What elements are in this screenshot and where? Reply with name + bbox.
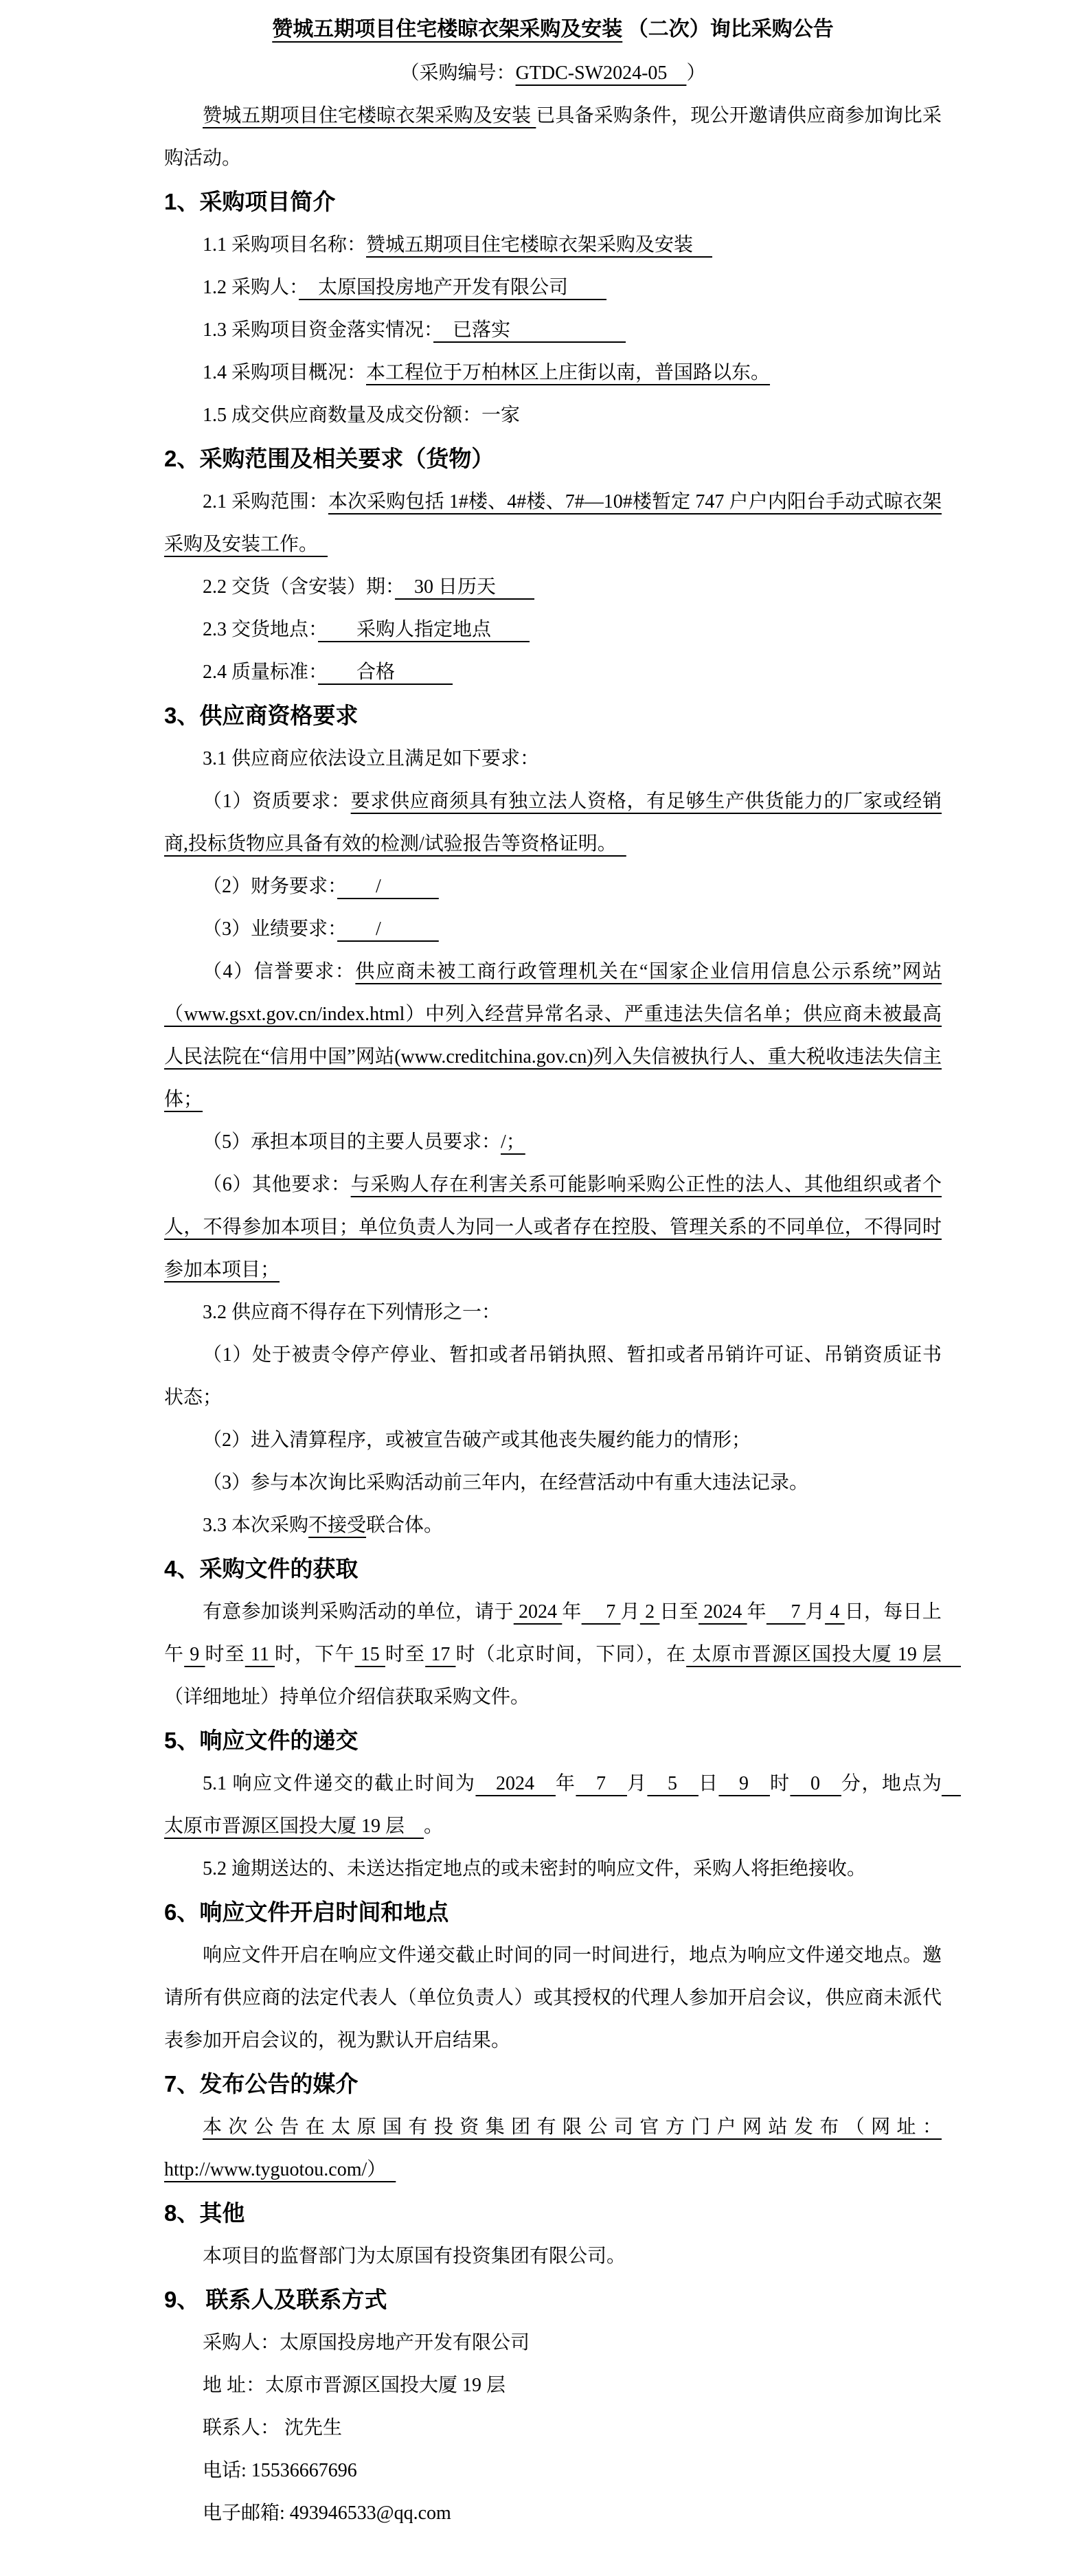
contact-email [164,2492,942,2535]
text: 年 [562,1601,582,1623]
underlined-text: 7 [766,1601,806,1623]
text: 联系人： 沈先生 [203,2417,343,2439]
document-body [164,7,962,2535]
section-7-paragraph [164,2106,942,2191]
underlined-text: 17 [425,1644,456,1665]
underlined-text: /； [501,1131,525,1153]
text: 时至 [205,1644,245,1665]
text: 日 [698,1773,719,1794]
text: 分，地点为 [841,1773,942,1794]
underlined-text: 本次公告在太原国有投资集团有限公司官方门户网站发布（网址：http://www.tyguotou.com/） [164,2116,942,2180]
text: 2、采购范围及相关要求（货物） [164,446,495,471]
text: （3）业绩要求： [203,918,338,940]
text: 7、发布公告的媒介 [164,2071,359,2097]
text: 日，每日上午 [164,1601,942,1665]
text: 电子邮箱: 493946533@qq.com [203,2502,451,2524]
text: 1.2 采购人： [203,277,299,298]
text: 年 [555,1773,576,1794]
doc-title [164,7,942,52]
underlined-text: 与采购人存在利害关系可能影响采购公正性的法人、其他组织或者个人，不得参加本项目；单位负责人为同一人或者存在控股、管理关系的不同单位，不得同时参加本项目； [164,1174,942,1280]
item-2-4 [164,651,942,694]
text: 1.4 采购项目概况： [203,362,367,383]
text: 3.3 本次采购 [203,1515,309,1536]
item-2-1 [164,481,942,566]
section-3-heading [164,694,942,738]
text: 响应文件开启在响应文件递交截止时间的同一时间进行，地点为响应文件递交地点。邀请所有供应商的法定代表人（单位负责人）或其授权的代理人参加开启会议，供应商未派代表参加开启会议的，视为默认开启结果。 [164,1945,942,2051]
item-5-1 [164,1763,961,1848]
text: 地 址：太原市晋源区国投大厦 19 层 [203,2375,506,2396]
text: （2）财务要求： [203,876,338,897]
underlined-text: 11 [245,1644,275,1665]
item-3-2-1 [164,1334,942,1419]
underlined-text: 要求供应商须具有独立法人资格，有足够生产供货能力的厂家或经销商,投标货物应具备有效的检测/试验报告等资格证明。 [164,791,942,855]
section-7-heading [164,2062,942,2106]
section-2-heading [164,437,942,481]
item-3-2-3 [164,1462,942,1504]
text: 有意参加谈判采购活动的单位，请于 [203,1601,514,1623]
underlined-text: 合格 [318,662,453,683]
underlined-text: 2 [639,1601,660,1623]
text: 1.5 成交供应商数量及成交份额：一家 [203,405,521,426]
text: （二次）询比采购公告 [622,18,834,41]
underlined-text: 0 [790,1773,841,1794]
underlined-text: / [337,918,439,940]
text: （5）承担本项目的主要人员要求： [203,1131,501,1153]
text: 3、供应商资格要求 [164,703,359,728]
text: 时（北京时间，下同），在 [455,1644,687,1665]
underlined-text: 7 [581,1601,621,1623]
section-4-heading [164,1547,942,1591]
underlined-text: 太原市晋源区国投大厦 19 层 [686,1644,962,1665]
text: 月 [805,1601,826,1623]
text: （6）其他要求： [203,1174,351,1195]
section-6-paragraph [164,1934,942,2062]
contact-person [164,2407,942,2450]
text: 已具备采购条件，现公开邀请供应商参加询比采购活动。 [164,105,942,169]
contact-buyer [164,2322,942,2364]
item-3-3 [164,1504,942,1547]
text: 时至 [385,1644,426,1665]
text: 月 [626,1773,648,1794]
underlined-text: 30 日历天 [395,576,535,598]
text: 2.4 质量标准： [203,662,319,683]
section-8-heading [164,2191,942,2235]
text: 1.3 采购项目资金落实情况： [203,319,434,341]
underlined-text: 本次采购包括 1#楼、4#楼、7#—10#楼暂定 747 户户内阳台手动式晾衣架采购及安装工作。 [164,491,942,555]
underlined-text: 2024 [699,1601,747,1623]
contact-phone [164,2450,942,2492]
text: 时，下午 [275,1644,355,1665]
text: （2）进入清算程序，或被宣告破产或其他丧失履约能力的情形； [203,1430,751,1451]
item-1-3 [164,309,942,352]
text: （采购编号： [400,63,516,84]
underlined-text: 2024 [475,1773,556,1794]
underlined-text: 4 [825,1601,845,1623]
text: 。 [424,1816,444,1837]
underlined-text: 本工程位于万柏林区上庄街以南，普国路以东。 [366,362,771,383]
underlined-text: 赞城五期项目住宅楼晾衣架采购及安装 [203,105,536,126]
underlined-text: 采购人指定地点 [318,619,530,640]
underlined-text: 7 [576,1773,627,1794]
item-1-1 [164,224,942,267]
section-9-heading [164,2278,942,2322]
underlined-text: 9 [184,1644,205,1665]
item-3-1-6 [164,1164,942,1291]
underlined-text: 不接受 [308,1515,367,1536]
text: 5.1 响应文件递交的截止时间为 [203,1773,476,1794]
text: 2.2 交货（含安装）期： [203,576,396,598]
underlined-text: 5 [647,1773,699,1794]
text: 电话: 15536667696 [203,2460,357,2481]
section-1-heading [164,180,942,224]
text: 3.2 供应商不得存在下列情形之一： [203,1302,501,1323]
text: 6、响应文件开启时间和地点 [164,1899,449,1925]
item-3-2 [164,1291,942,1334]
text: 采购人：太原国投房地产开发有限公司 [203,2332,530,2353]
text: 4、采购文件的获取 [164,1556,359,1581]
underlined-text: 2024 [513,1601,563,1623]
text: 日至 [659,1601,699,1623]
text: 联合体。 [366,1515,444,1536]
item-1-2 [164,267,942,309]
underlined-text: 9 [718,1773,770,1794]
item-3-2-2 [164,1419,942,1462]
text: （1）资质要求： [203,791,351,812]
underlined-text: 15 [354,1644,385,1665]
text: 8、其他 [164,2200,245,2226]
text: （3）参与本次询比采购活动前三年内，在经营活动中有重大违法记录。 [203,1472,809,1493]
underlined-text: 太原市晋源区国投大厦 19 层 [164,1773,961,1837]
item-2-2 [164,566,942,609]
text: 2.3 交货地点： [203,619,319,640]
text: （详细地址）持单位介绍信获取采购文件。 [164,1686,530,1708]
text: 5、响应文件的递交 [164,1728,359,1753]
underlined-text: 已落实 [433,319,626,341]
item-3-1-5 [164,1121,942,1164]
underlined-text: 太原国投房地产开发有限公司 [299,277,607,298]
text: 本项目的监督部门为太原国有投资集团有限公司。 [203,2246,626,2267]
item-3-1-4 [164,951,942,1121]
text: 5.2 逾期送达的、未送达指定地点的或未密封的响应文件，采购人将拒绝接收。 [203,1858,867,1879]
section-4-paragraph [164,1591,962,1719]
intro-paragraph [164,95,942,180]
underlined-text: / [337,876,439,897]
section-8-paragraph [164,2235,942,2278]
item-1-5 [164,394,942,437]
underlined-text: GTDC-SW2024-05 [515,63,687,84]
text: 时 [769,1773,791,1794]
doc-number [164,52,942,95]
item-1-4 [164,352,942,394]
underlined-text: 供应商未被工商行政管理机关在“国家企业信用信息公示系统”网站（www.gsxt.gov.cn/index.html）中列入经营异常名录、严重违法失信名单；供应商未被最高人民法院在“信用中国”网站(www.creditchina.gov.cn)列入失信被执行人、重大税收违法失信主体； [164,961,942,1110]
contact-address [164,2364,942,2407]
text: 2.1 采购范围： [203,491,328,512]
text: 1.1 采购项目名称： [203,234,367,256]
text: 1、采购项目简介 [164,189,336,214]
text: 9、 联系人及联系方式 [164,2287,387,2312]
item-3-1 [164,738,942,780]
text: ） [686,63,706,84]
text: 3.1 供应商应依法设立且满足如下要求： [203,748,540,769]
text: 月 [620,1601,640,1623]
text: （1）处于被责令停产停业、暂扣或者吊销执照、暂扣或者吊销许可证、吊销资质证书状态； [164,1344,942,1408]
item-2-3 [164,609,942,651]
section-5-heading [164,1719,942,1763]
underlined-text: 赞城五期项目住宅楼晾衣架采购及安装 [366,234,713,256]
item-5-2 [164,1848,942,1890]
item-3-1-3 [164,908,942,951]
text: （4）信誉要求： [203,961,356,982]
section-6-heading [164,1890,942,1934]
item-3-1-1 [164,780,942,866]
underlined-text: 赞城五期项目住宅楼晾衣架采购及安装 [272,18,623,41]
text: 年 [747,1601,767,1623]
item-3-1-2 [164,866,942,908]
